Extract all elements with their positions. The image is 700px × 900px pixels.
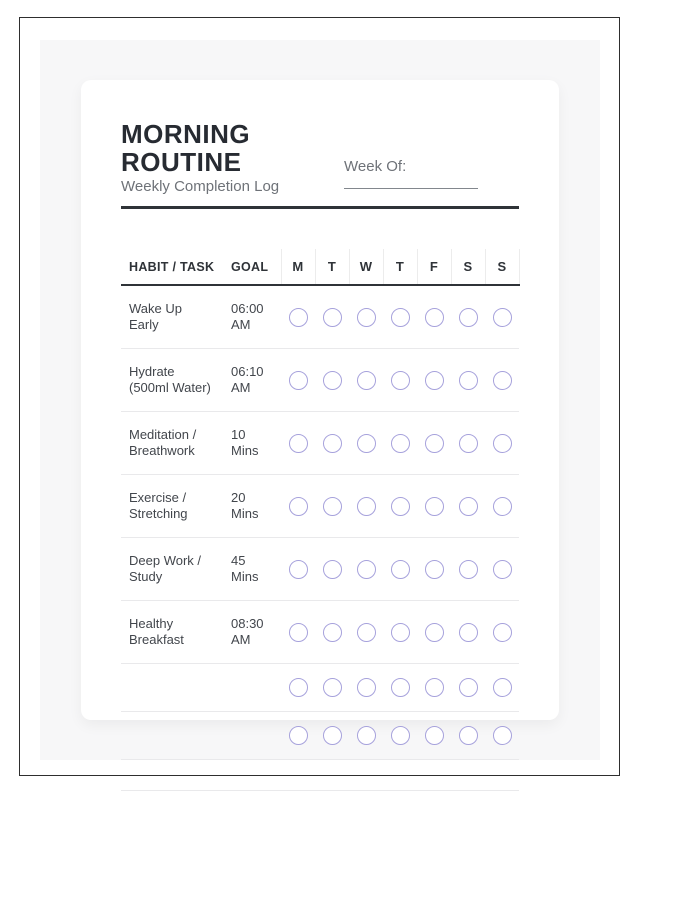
completion-circle[interactable] [289,434,308,453]
day-column-header: T [383,249,417,285]
day-column-header: F [417,249,451,285]
completion-circle[interactable] [425,678,444,697]
completion-circle[interactable] [357,678,376,697]
completion-circle[interactable] [425,497,444,516]
day-cell [281,664,315,712]
habit-task-cell: Wake Up Early [121,285,231,349]
day-cell [383,412,417,475]
day-cell [349,601,383,664]
document-header [121,120,519,209]
completion-circle[interactable] [425,434,444,453]
day-column-header: S [451,249,485,285]
day-cell [349,664,383,712]
day-cell [417,412,451,475]
completion-circle[interactable] [391,623,410,642]
goal-cell: 08:30 AM [231,601,281,664]
day-cell [485,538,519,601]
completion-circle[interactable] [493,678,512,697]
completion-circle[interactable] [323,497,342,516]
day-cell [281,760,315,791]
day-cell [383,285,417,349]
habit-table [121,249,520,791]
day-cell [383,760,417,791]
day-cell [315,664,349,712]
completion-circle[interactable] [289,623,308,642]
day-cell [281,538,315,601]
completion-circle[interactable] [289,497,308,516]
goal-column-header: GOAL [231,249,281,285]
day-cell [315,760,349,791]
day-cell [349,412,383,475]
day-cell [349,538,383,601]
table-row [121,760,519,791]
goal-cell: 06:10 AM [231,349,281,412]
habit-task-cell [121,712,231,760]
day-cell [485,285,519,349]
completion-circle[interactable] [357,726,376,745]
completion-circle[interactable] [493,497,512,516]
table-row [121,349,519,412]
day-column-header: S [485,249,519,285]
day-cell [485,349,519,412]
table-row [121,664,519,712]
day-cell [451,712,485,760]
day-cell [383,349,417,412]
day-cell [417,349,451,412]
printable-page [19,17,620,776]
habit-task-cell: Meditation / Breathwork [121,412,231,475]
day-cell [417,664,451,712]
completion-circle[interactable] [391,371,410,390]
day-cell [451,601,485,664]
day-column-header: M [281,249,315,285]
day-cell [315,538,349,601]
day-cell [451,412,485,475]
goal-cell: 20 Mins [231,475,281,538]
day-cell [383,664,417,712]
habit-task-cell [121,664,231,712]
day-column-header: W [349,249,383,285]
completion-circle[interactable] [391,678,410,697]
completion-circle[interactable] [357,434,376,453]
day-cell [485,712,519,760]
completion-circle[interactable] [323,623,342,642]
day-cell [281,712,315,760]
day-cell [451,664,485,712]
goal-cell [231,760,281,791]
day-cell [315,349,349,412]
completion-circle[interactable] [357,308,376,327]
day-cell [315,475,349,538]
completion-circle[interactable] [459,560,478,579]
completion-circle[interactable] [425,560,444,579]
completion-circle[interactable] [493,623,512,642]
completion-circle[interactable] [323,678,342,697]
completion-circle[interactable] [493,371,512,390]
day-cell [451,760,485,791]
day-cell [451,349,485,412]
day-cell [485,760,519,791]
table-row [121,475,519,538]
table-row [121,712,519,760]
day-cell [417,712,451,760]
day-cell [383,601,417,664]
day-cell [281,412,315,475]
day-cell [349,285,383,349]
completion-circle[interactable] [289,371,308,390]
day-cell [485,412,519,475]
completion-circle[interactable] [357,497,376,516]
completion-circle[interactable] [323,560,342,579]
habit-task-cell: Exercise / Stretching [121,475,231,538]
day-cell [349,475,383,538]
habit-task-cell: Deep Work / Study [121,538,231,601]
completion-circle[interactable] [425,726,444,745]
completion-circle[interactable] [391,560,410,579]
day-cell [281,349,315,412]
completion-circle[interactable] [493,560,512,579]
table-header-row [121,249,519,285]
day-cell [349,712,383,760]
goal-cell: 06:00 AM [231,285,281,349]
goal-cell [231,712,281,760]
table-row [121,412,519,475]
goal-cell: 45 Mins [231,538,281,601]
completion-circle[interactable] [459,678,478,697]
completion-circle[interactable] [391,308,410,327]
completion-circle[interactable] [289,678,308,697]
day-cell [451,538,485,601]
habit-task-column-header: HABIT / TASK [121,249,231,285]
completion-circle[interactable] [459,371,478,390]
completion-circle[interactable] [425,308,444,327]
week-of-input-line[interactable] [344,188,478,189]
page-gray-background [40,40,600,760]
completion-circle[interactable] [493,308,512,327]
completion-circle[interactable] [459,497,478,516]
day-cell [383,475,417,538]
day-cell [485,475,519,538]
completion-circle[interactable] [459,308,478,327]
week-of-label: Week Of: [344,158,407,175]
table-row [121,285,519,349]
day-cell [485,664,519,712]
habit-task-cell: Healthy Breakfast [121,601,231,664]
day-cell [417,601,451,664]
day-cell [417,285,451,349]
day-cell [281,285,315,349]
completion-circle[interactable] [323,726,342,745]
routine-card [81,80,559,720]
habit-task-cell [121,760,231,791]
page-subtitle: Weekly Completion Log [121,178,280,195]
day-cell [485,601,519,664]
completion-circle[interactable] [425,371,444,390]
day-column-header: T [315,249,349,285]
completion-circle[interactable] [425,623,444,642]
day-cell [315,601,349,664]
day-cell [451,285,485,349]
completion-circle[interactable] [357,371,376,390]
day-cell [451,475,485,538]
day-cell [315,412,349,475]
completion-circle[interactable] [323,308,342,327]
day-cell [315,712,349,760]
day-cell [417,475,451,538]
completion-circle[interactable] [357,623,376,642]
day-cell [281,601,315,664]
completion-circle[interactable] [323,371,342,390]
completion-circle[interactable] [289,308,308,327]
week-of-field [344,158,478,189]
completion-circle[interactable] [391,497,410,516]
page-title: MORNING ROUTINE [121,119,251,177]
completion-circle[interactable] [493,434,512,453]
day-cell [383,712,417,760]
goal-cell: 10 Mins [231,412,281,475]
completion-circle[interactable] [459,726,478,745]
completion-circle[interactable] [459,434,478,453]
completion-circle[interactable] [391,434,410,453]
day-cell [349,349,383,412]
day-cell [417,760,451,791]
title-block [121,120,331,196]
table-row [121,601,519,664]
completion-circle[interactable] [493,726,512,745]
habit-task-cell: Hydrate (500ml Water) [121,349,231,412]
day-cell [315,285,349,349]
completion-circle[interactable] [289,726,308,745]
completion-circle[interactable] [289,560,308,579]
day-cell [417,538,451,601]
completion-circle[interactable] [391,726,410,745]
day-cell [349,760,383,791]
completion-circle[interactable] [323,434,342,453]
table-row [121,538,519,601]
day-cell [281,475,315,538]
completion-circle[interactable] [357,560,376,579]
completion-circle[interactable] [459,623,478,642]
day-cell [383,538,417,601]
goal-cell [231,664,281,712]
